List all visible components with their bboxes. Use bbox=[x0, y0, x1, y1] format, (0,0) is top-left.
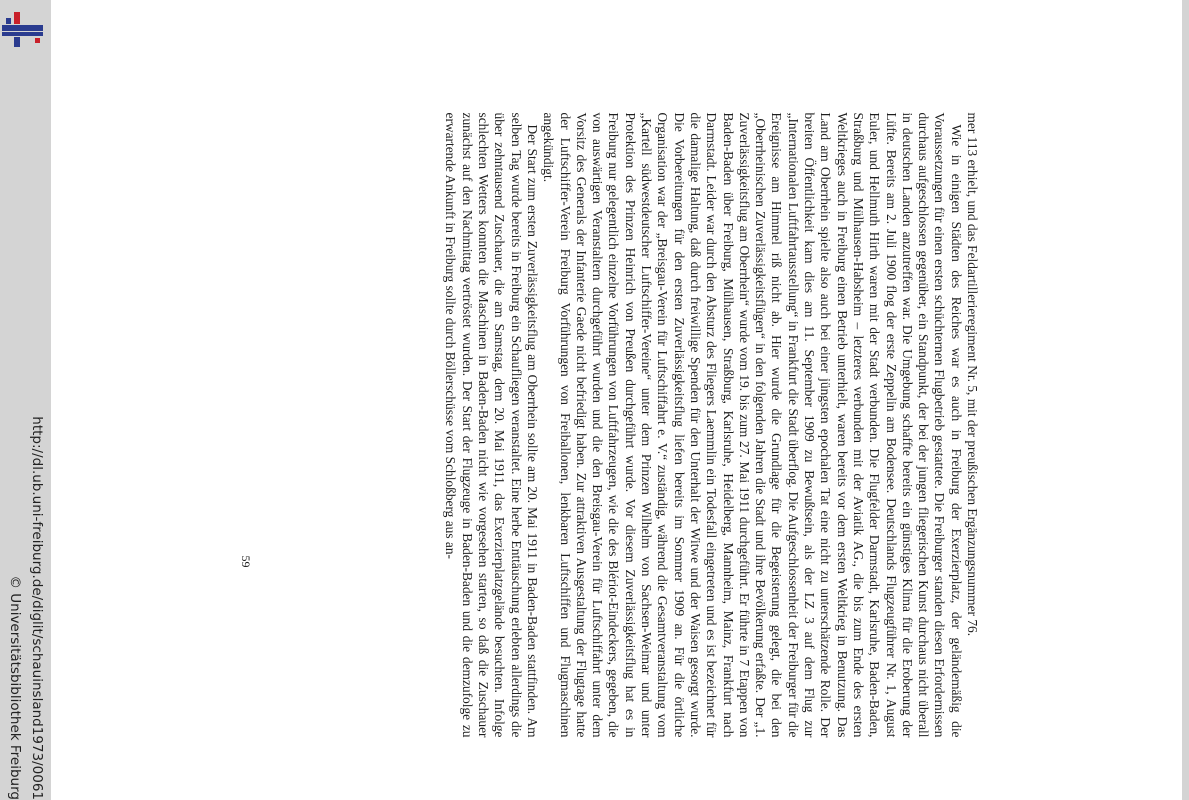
page-number: 59 bbox=[239, 555, 253, 568]
source-url[interactable]: http://dl.ub.uni-freiburg.de/diglit/schauinsland1973/0061 bbox=[29, 416, 45, 800]
copyright-notice: © Universitätsbibliothek Freiburg bbox=[7, 575, 23, 800]
viewer-sidebar bbox=[0, 0, 51, 800]
paragraph-2: Wie in einigen Städten des Reiches war es auch in Freiburg der Exerzierplatz, der geländemäßig die Voraussetzungen für einen ersten schüchternen Flugbetrieb gestattete. Die Freiburger standen diesen Erfordernissen durchaus aufgeschlossen gegenüber, ein Standpunkt, der bei der jungen fliegerischen Kunst durchaus nicht überall in deutschen Landen anzutreffen war. Die Umgebung schaffte bereits ein günstiges Klima für die Eroberung der Lüfte. Bereits am 2. Juli 1900 flog der erste Zeppelin am Bodensee. Deutschlands Flugzeugführer Nr. 1, August Euler, und Hellmuth Hirth waren mit der Stadt verbunden. Die Flugfelder Darmstadt, Karlsruhe, Baden-Baden, Straßburg und Mülhausen-Habsheim – letzteres verbunden mit der Aviatik AG., die bis zum Ende des ersten Weltkrieges auch in Freiburg einen Betrieb unterhielt, waren bereits vor dem ersten Weltkrieg in Benutzung. Das Land am Oberrhein spielte also auch bei einer jüngsten epochalen Tat eine nicht zu unterschätzende Rolle. Der breiten Öffentlichkeit kam dies am 11. September 1909 zu Bewußtsein, als der LZ 3 auf dem Flug zur „Internationalen Luftfahrtausstellung“ in Frankfurt die Stadt überflog. Die Aufgeschlossenheit der Freiburger für die Ereignisse am Himmel riß nicht ab. Hier wurde die Grundlage für die Begeisterung gelegt, die bei den „Oberrheinischen Zuverlässigkeitsflügen“ in den folgenden Jahren die Stadt und ihre Bevölkerung erfaßte. Der „1. Zuverlässigkeitsflug am Oberrhein“ wurde vom 19. bis zum 27. Mai 1911 durchgeführt. Er führte in 7 Etappen von Baden-Baden über Freiburg, Mülhausen, Straßburg, Karlsruhe, Heidelberg, Mannheim, Mainz, Frankfurt nach Darmstadt. Leider war durch den Absturz des Fliegers Laemmlin ein Todesfall eingetreten und es ist bezeichnet für die damalige Haltung, daß durch freiwillige Spenden für den Unterhalt der Witwe und der Waisen gesorgt wurde. Die Vorbereitungen für den ersten Zuverlässigkeitsflug liefen bereits im Sommer 1909 an. Für die örtliche Organisation war der „Breisgau-Verein für Luftschiffahrt e. V.“ zuständig, während die Gesamtveranstaltung vom „Kartell südwestdeutscher Luftschiffer-Vereine“ unter dem Prinzen Wilhelm von Sachsen-Weimar und unter Protektion des Prinzen Heinrich von Preußen durchgeführt wurde. Vor diesem Zuverlässigkeitsflug hat es in Freiburg nur gelegentlich einzelne Vorführungen von Luftfahrzeugen, wie die des Blériot-Eindeckers, gegeben, die von auswärtigen Veranstaltern durchgeführt wurden und die den Breisgau-Verein für Luftschiffahrt unter dem Vorsitz des Generals der Infanterie Gaede nicht befriedigt haben. Zur attraktiven Ausgestaltung der Flugtage hatte der Luftschiffer-Verein Freiburg Vorführungen von Freiballonen, lenkbaren Luftschiffen und Flugmaschinen angekündigt. bbox=[541, 112, 964, 738]
page-text-block bbox=[166, 113, 980, 738]
paragraph-3: Der Start zum ersten Zuverlässigkeitsflug am Oberrhein sollte am 20. Mai 1911 in Baden-Baden stattfinden. Am selben Tag wurde bereits in Freiburg ein Schaufliegen veranstaltet. Eine herbe Enttäuschung erlebten allerdings die über zehntausend Zuschauer, die am Samstag, dem 20. Mai 1911, das Exerzierplatzgelände besuchten. Infolge schlechten Wetters konnten die Maschinen in Baden-Baden nicht wie vorgesehen starten, so daß die Zuschauer zunächst auf den Nachmittag vertröstet wurden. Der Start der Flugzeuge in Baden-Baden und die demzufolge zu erwartende Ankunft in Freiburg sollte durch Böllerschüsse vom Schloßberg aus an- bbox=[443, 112, 540, 738]
right-border bbox=[1182, 0, 1189, 800]
source-caption bbox=[2, 0, 50, 800]
paragraph-1: mer 113 erhielt, und das Feldartillerieregiment Nr. 5, mit der preußischen Ergänzungsnummer 76. bbox=[965, 112, 980, 637]
